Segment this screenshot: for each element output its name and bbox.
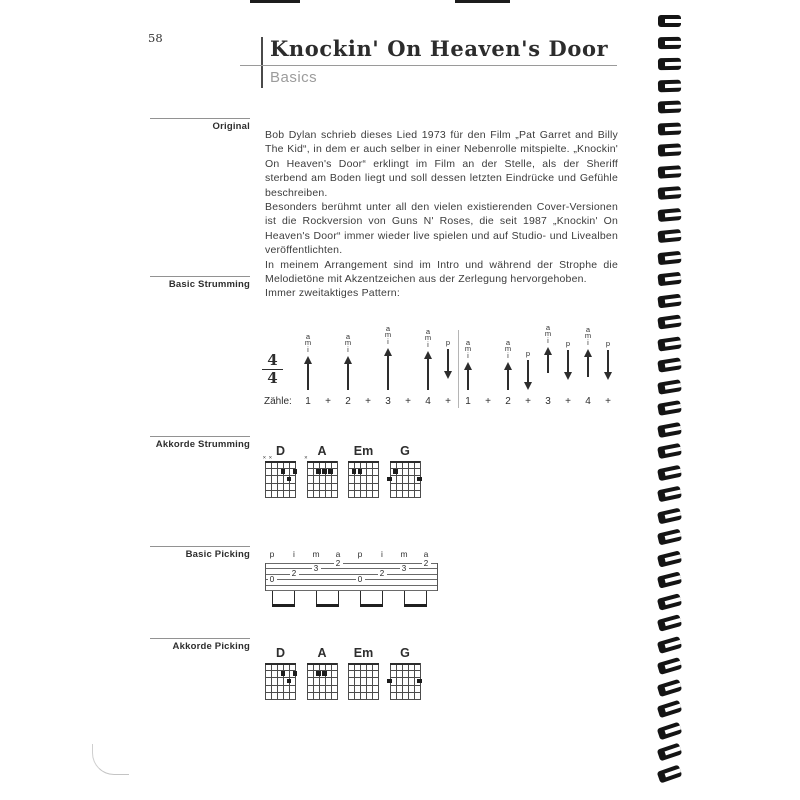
finger-labels: p [525,349,531,359]
spiral-ring [658,165,682,179]
nut-line [390,663,421,665]
chord-dot [387,679,392,684]
page-corner [92,744,129,775]
arrow-head [604,372,612,380]
chord-dot [358,469,363,474]
arrow-head [304,356,312,364]
arrow-head [464,362,472,370]
finger-labels: a m i [384,323,392,347]
string-line [331,461,332,498]
tab-fret-number: 3 [400,564,409,573]
nut-line [390,461,421,463]
string-line [360,461,361,498]
spiral-ring [657,336,681,351]
section-label-akkorde-picking: Akkorde Picking [172,641,250,652]
muted-mark: ✕ [268,455,273,460]
strum-slot [318,326,338,412]
spiral-ring [657,357,682,372]
spiral-ring [657,657,682,675]
chord-grid [390,461,421,498]
picking-finger-label: i [381,549,383,559]
count-value: + [405,396,411,407]
string-line [366,461,367,498]
section-rule [150,118,250,119]
chord-dot [287,679,292,684]
chord-name: Em [353,646,374,660]
tab-string-line [265,579,438,580]
chords-strumming-row [262,444,421,498]
section-label-basic-picking: Basic Picking [185,549,250,560]
string-line [337,663,338,700]
strum-slot [398,326,418,412]
eighth-beam [404,604,427,608]
string-line [331,663,332,700]
count-value: 1 [465,396,471,407]
arrow-head [564,372,572,380]
arrow-shaft [387,352,389,390]
count-value: + [565,396,571,407]
string-line [283,663,284,700]
count-value: + [325,396,331,407]
fret-line [348,677,379,678]
fret-line [348,497,379,498]
string-line [354,663,355,700]
spiral-ring [657,250,681,264]
fret-line [390,699,421,700]
spiral-ring [657,272,681,287]
spiral-ring [657,400,682,416]
fret-line [307,490,338,491]
pattern-intro-text: Immer zweitaktiges Pattern: [265,287,400,299]
strum-arrow-up [378,348,398,390]
count-value: + [365,396,371,407]
chords-picking-row [265,646,421,700]
string-line [348,461,349,498]
strum-arrow-up [458,362,478,390]
fret-line [348,670,379,671]
spiral-ring [658,101,681,114]
string-line [271,461,272,498]
spiral-ring [657,443,682,459]
string-line [408,461,409,498]
time-signature-bottom: 4 [267,369,278,387]
strum-arrow-up [298,356,318,390]
string-line [277,461,278,498]
string-line [325,461,326,498]
chord-name: D [275,646,286,660]
picking-finger-label: a [423,549,429,559]
count-value: 2 [505,396,511,407]
strum-arrow-down [518,360,538,390]
chord-dot [281,469,286,474]
chord-dot [417,679,422,684]
tab-edge [265,563,266,591]
section-rule [150,276,250,277]
spiral-ring [658,36,681,48]
chord-name: A [317,646,327,660]
spiral-ring [657,229,681,243]
fret-line [265,685,296,686]
strum-arrow-down [598,350,618,380]
string-line [319,663,320,700]
arrow-head [544,347,552,355]
strumming-pattern [264,322,620,412]
count-value: 3 [545,396,551,407]
strum-slot [598,326,618,412]
string-line [360,663,361,700]
arrow-head [344,356,352,364]
chord-grid [262,455,296,498]
fret-line [390,475,421,476]
spiral-ring [657,293,681,308]
arrow-head [524,382,532,390]
strum-arrow-up [338,356,358,390]
strum-slot [498,326,518,412]
strum-slot [378,323,398,412]
finger-labels: a m i [304,331,312,355]
string-line [271,663,272,700]
fret-line [348,699,379,700]
string-line [313,461,314,498]
strum-arrow-down [438,349,458,379]
fret-line [265,490,296,491]
picking-finger-label: i [293,549,295,559]
photo-edge-mark [250,0,300,3]
section-label-original: Original [212,121,250,132]
count-value: + [445,396,451,407]
title-rule [240,65,617,66]
chord-grid [265,663,296,700]
fret-line [348,483,379,484]
spiral-ring [657,636,682,654]
section-rule [150,638,250,639]
finger-labels: p [605,339,611,349]
fret-line [390,490,421,491]
picking-finger-label: a [335,549,341,559]
spiral-ring [657,593,682,610]
string-line [396,663,397,700]
string-line [378,663,379,700]
fret-line [390,497,421,498]
tab-fret-number: 0 [268,575,277,584]
original-text-block [265,128,618,286]
time-signature-top: 4 [262,352,283,370]
fret-line [307,677,338,678]
chord-diagram [348,444,379,498]
string-line [265,461,266,498]
spiral-ring [658,15,681,27]
chord-name: Em [353,444,374,458]
strum-slot [358,326,378,412]
tab-string-line [265,585,438,586]
arrow-head [584,349,592,357]
count-value: + [485,396,491,407]
tab-fret-number: 2 [290,569,299,578]
picking-finger-label: p [269,549,275,559]
chord-name: G [400,646,410,660]
spiral-ring [657,550,682,567]
nut-line [307,663,338,665]
strum-slot [458,326,478,412]
page-title: Knockin' On Heaven's Door [270,36,609,61]
nut-line [307,461,338,463]
spiral-ring [657,507,682,524]
strum-slot [478,326,498,412]
chord-dot [387,477,392,482]
spiral-ring [657,529,682,546]
fret-line [348,692,379,693]
string-line [378,461,379,498]
chord-diagram [390,646,421,700]
arrow-shaft [427,355,429,390]
count-value: 4 [585,396,591,407]
chord-name: G [400,444,410,458]
time-signature [262,352,283,387]
spiral-ring [658,122,682,135]
tab-edge [437,563,438,591]
chord-grid [348,663,379,700]
spiral-ring [658,143,682,156]
chord-dot [316,469,321,474]
chord-dot [417,477,422,482]
section-label-akkorde-strumming: Akkorde Strumming [155,439,250,450]
string-line [414,663,415,700]
nut-line [265,461,296,463]
strum-arrow-up [538,347,558,373]
finger-labels: a m i [584,324,592,348]
chord-grid [348,461,379,498]
page-subtitle: Basics [270,69,318,86]
string-line [402,663,403,700]
section-label-basic-strumming: Basic Strumming [168,279,250,290]
tab-fret-number: 2 [334,559,343,568]
chord-dot [316,671,321,676]
string-line [337,461,338,498]
spiral-ring [657,721,683,740]
paragraph: In meinem Arrangement sind im Intro und während der Strophe die Melodietöne mit Akzentzeichen aus der Zerlegung hervorgehoben. [265,258,618,286]
eighth-beam [360,604,383,608]
string-line [307,663,308,700]
picking-finger-label: m [312,549,320,559]
strum-slot [298,326,318,412]
string-line [354,461,355,498]
fret-line [307,475,338,476]
eighth-beam [316,604,339,608]
nut-line [348,663,379,665]
tab-fret-number: 3 [312,564,321,573]
chord-grid [307,663,338,700]
nut-line [265,663,296,665]
string-line [283,461,284,498]
chord-diagram [304,444,338,498]
chord-diagram [307,646,338,700]
paragraph: Bob Dylan schrieb dieses Lied 1973 für den Film „Pat Garret and Billy The Kid“, in dem er auch selber in einer Nebenrolle mitspielte. „Knockin' On Heaven's Door“ erklingt im Film an der Stelle, als der Sheriff sterbend am Boden liegt und soll dessen letzten Eindrücke und Gefühle beschreiben. [265,129,618,199]
picking-tab [265,551,438,613]
chord-dot [322,469,327,474]
count-value: + [525,396,531,407]
tab-fret-number: 2 [378,569,387,578]
spiral-ring [657,464,682,480]
spiral-ring [657,614,682,632]
strum-slot [418,326,438,412]
fret-line [390,483,421,484]
chord-dot [352,469,357,474]
chord-dot [322,671,327,676]
fret-line [390,685,421,686]
string-line [366,663,367,700]
chord-dot [281,671,286,676]
string-line [265,663,266,700]
chord-diagram [348,646,379,700]
section-rule [150,436,250,437]
chord-name: A [317,444,327,458]
fret-line [307,497,338,498]
count-value: 3 [385,396,391,407]
string-line [295,663,296,700]
string-line [277,663,278,700]
fret-line [348,490,379,491]
chord-dot [393,469,398,474]
count-value: 1 [305,396,311,407]
paragraph: Besonders berühmt unter all den vielen existierenden Cover-Versionen ist die Rockversion von Guns N' Roses, die seit 1987 „Knockin' On Heaven's Door“ immer wieder live spielen und auf Studio- und Livealben veröffentlichten. [265,201,618,257]
arrow-shaft [307,360,309,390]
tab-string-line [265,590,438,591]
string-line [414,461,415,498]
tab-string-line [265,563,438,564]
chord-dot [293,671,298,676]
fret-line [265,692,296,693]
fret-line [307,685,338,686]
muted-mark: ✕ [262,455,267,460]
strum-arrow-up [498,362,518,390]
title-accent-bar [261,37,263,88]
finger-labels: a m i [544,322,552,346]
chord-dot [287,477,292,482]
string-line [408,663,409,700]
string-line [307,461,308,498]
string-line [372,663,373,700]
spiral-ring [657,422,682,438]
arrow-shaft [347,360,349,390]
page-number: 58 [148,31,163,45]
count-value: 4 [425,396,431,407]
count-label: Zähle: [264,396,292,407]
section-rule [150,546,250,547]
string-line [319,461,320,498]
string-line [348,663,349,700]
fret-line [390,692,421,693]
strum-slot [518,326,538,412]
fret-line [307,483,338,484]
string-line [325,663,326,700]
spiral-ring [658,58,681,70]
chord-grid [304,455,338,498]
spiral-ring [657,315,681,330]
spiral-ring [658,186,682,200]
strum-slot [438,326,458,412]
finger-labels: a m i [344,331,352,355]
fret-line [390,677,421,678]
spiral-ring [657,700,683,718]
tab-fret-number: 2 [422,559,431,568]
fret-line [307,699,338,700]
eighth-beam [272,604,295,608]
chord-grid [390,663,421,700]
chord-name: D [275,444,286,458]
strum-slot [578,326,598,412]
fret-line [265,483,296,484]
chord-diagram [390,444,421,498]
strum-slot [338,326,358,412]
photo-edge-mark [455,0,510,3]
arrow-head [384,348,392,356]
chord-diagram [262,444,296,498]
strum-arrow-up [578,349,598,377]
string-line [396,461,397,498]
strum-arrow-down [558,350,578,380]
spiral-ring [657,678,683,696]
arrow-head [444,371,452,379]
chord-dot [293,469,298,474]
string-line [402,461,403,498]
string-line [295,461,296,498]
count-value: + [605,396,611,407]
fret-line [348,685,379,686]
fret-line [265,497,296,498]
strum-arrow-up [418,351,438,390]
spiral-ring [657,764,683,783]
arrow-head [504,362,512,370]
finger-labels: a m i [464,337,472,361]
picking-finger-label: p [357,549,363,559]
chord-diagram [265,646,296,700]
spiral-ring [658,208,682,222]
finger-labels: p [565,339,571,349]
picking-finger-label: m [400,549,408,559]
string-line [313,663,314,700]
finger-labels: a m i [424,326,432,350]
spiral-ring [657,571,682,588]
count-value: 2 [345,396,351,407]
muted-mark: ✕ [304,455,308,460]
nut-line [348,461,379,463]
fret-line [265,699,296,700]
finger-labels: p [445,338,451,348]
fret-line [307,692,338,693]
strum-slot [538,322,558,412]
finger-labels: a m i [504,337,512,361]
fret-line [390,670,421,671]
tab-fret-number: 0 [356,575,365,584]
spiral-ring [657,379,682,395]
arrow-head [424,351,432,359]
fret-line [348,475,379,476]
spiral-ring [657,743,683,762]
spiral-ring [658,79,681,92]
string-line [372,461,373,498]
strum-slot [558,326,578,412]
chord-dot [328,469,333,474]
spiral-ring [657,486,682,503]
